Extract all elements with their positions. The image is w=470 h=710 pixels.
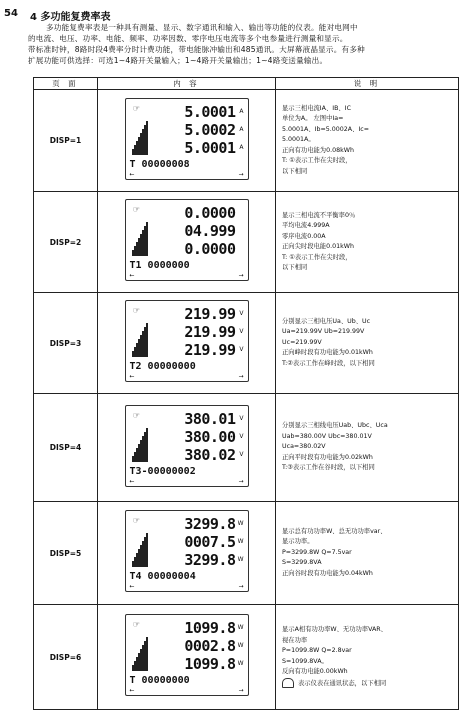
lcd-line-2: 219.99	[184, 323, 236, 341]
description-line: P=3299.8W Q=7.5var	[282, 548, 352, 556]
lcd-cell	[98, 502, 276, 605]
bargraph-icon	[132, 119, 146, 155]
arrow-right-icon: →	[238, 170, 244, 178]
description-line: 显示总有功功率W、总无功功率var、	[282, 527, 387, 535]
description-line: Uca=380.02V	[282, 443, 326, 451]
description-cell	[276, 394, 459, 502]
arrow-left-icon: ←	[129, 687, 135, 694]
description-line	[282, 678, 454, 690]
description-line: 正向有功电能为0.08kWh	[282, 146, 354, 154]
description-line: 正向尖时段电能0.01kWh	[282, 243, 354, 250]
flag-icon: ☞	[132, 620, 141, 629]
description-line: 显示三相电流IA、IB、IC	[282, 104, 351, 112]
lcd-display	[125, 405, 249, 487]
description-line: P=1099.8W Q=2.8var	[282, 647, 352, 654]
arrow-right-icon: →	[238, 687, 244, 694]
lcd-display	[125, 300, 249, 382]
lcd-line-2: 0007.5	[184, 533, 236, 551]
lcd-unit: W	[237, 538, 244, 545]
arrow-right-icon: →	[238, 477, 244, 485]
page-label: DISP=6	[34, 605, 98, 710]
arrow-left-icon: ←	[129, 477, 135, 485]
lcd-line-2: 5.0002	[184, 120, 236, 139]
description-line: 显示功率。	[282, 538, 314, 546]
bargraph-icon	[132, 635, 146, 671]
lcd-line-1: 3299.8	[184, 515, 236, 533]
description-line: Uab=380.00V Ubc=380.01V	[282, 432, 372, 440]
lcd-energy-line: T3-00000002	[129, 465, 196, 477]
lcd-unit: W	[237, 556, 244, 563]
lcd-unit: W	[237, 642, 244, 649]
lcd-display	[125, 199, 249, 281]
header-content: 内 容	[98, 78, 276, 90]
lcd-unit: V	[239, 414, 244, 422]
description-line: 零序电流0.00A	[282, 232, 326, 240]
phone-icon	[282, 678, 294, 688]
description-line: 5.0001A。	[282, 136, 315, 144]
table-row	[34, 394, 459, 502]
description-line: 反向有功电能0.00kWh	[282, 668, 348, 675]
lcd-line-3: 5.0001	[184, 138, 236, 157]
lcd-unit: V	[239, 432, 244, 440]
lcd-line-2: 380.00	[184, 427, 236, 446]
description-line: Ua=219.99V Ub=219.99V	[282, 328, 365, 336]
lcd-line-3: 219.99	[184, 341, 236, 359]
description-line: 显示三相电流不平衡率0％	[282, 211, 356, 219]
lcd-unit: V	[239, 450, 244, 458]
lcd-display	[125, 510, 249, 592]
lcd-line-1: 0.0000	[184, 204, 236, 222]
lcd-cell	[98, 192, 276, 293]
description-line: 正向谷时段有功电能为0.04kWh	[282, 569, 373, 577]
description-cell	[276, 502, 459, 605]
description-line: 显示A相有功功率W、无功功率VAR、	[282, 626, 387, 633]
bar-segment	[146, 637, 148, 671]
page-label: DISP=3	[34, 293, 98, 394]
page-label: DISP=5	[34, 502, 98, 605]
description-line: 分别显示三相线电压Uab、Ubc、Uca	[282, 422, 388, 430]
arrow-left-icon: ←	[129, 272, 135, 279]
arrow-left-icon: ←	[129, 170, 135, 178]
lcd-arrow-row	[130, 272, 244, 279]
lcd-line-3: 1099.8	[184, 655, 236, 673]
bargraph-icon	[132, 321, 146, 357]
bar-segment	[146, 533, 148, 567]
lcd-cell	[98, 293, 276, 394]
lcd-energy-line: T2 00000000	[129, 361, 196, 372]
intro-line: 带标准时钟，8路时段4费率分时计费功能，带电能脉冲输出和485通讯。大屏幕液晶显示。有多种	[28, 45, 365, 54]
description-cell	[276, 192, 459, 293]
description-cell	[276, 90, 459, 192]
arrow-right-icon: →	[238, 272, 244, 279]
lcd-arrow-row	[130, 478, 244, 485]
intro-line: 的电流、电压、功率、电能、频率、功率因数、零序电压电流等多个电参量进行测量和显示。	[28, 34, 348, 43]
table-row	[34, 605, 459, 710]
lcd-unit: A	[239, 125, 244, 133]
page-label: DISP=2	[34, 192, 98, 293]
intro-line: 扩展功能可供选择：可选1~4路开关量输入；1~4路开关量输出；1~4路变送量输出。	[28, 56, 328, 65]
description-line: T:②表示工作在峰时段，以下相同	[282, 359, 375, 367]
table-row	[34, 192, 459, 293]
description-line: T: ①表示工作在尖时段，	[282, 157, 352, 165]
flag-icon: ☞	[132, 516, 141, 525]
lcd-line-1: 1099.8	[184, 619, 236, 637]
lcd-line-2: 04.999	[184, 222, 236, 240]
description-line: T: ①表示工作在尖时段，	[282, 253, 352, 261]
bargraph-icon	[132, 220, 146, 256]
header-page: 页 面	[34, 78, 98, 90]
bar-segment	[146, 121, 148, 155]
lcd-cell	[98, 394, 276, 502]
description-line: 5.0001A、Ib=5.0002A、Ic=	[282, 125, 370, 133]
description-cell	[276, 293, 459, 394]
description-line: 视在功率	[282, 636, 308, 644]
lcd-unit: V	[239, 310, 244, 317]
arrow-right-icon: →	[238, 583, 244, 590]
description-line: Uc=219.99V	[282, 338, 322, 346]
flag-icon: ☞	[132, 205, 141, 214]
lcd-arrow-row	[130, 171, 244, 178]
intro-line: 多功能复费率表是一种具有测量、显示、数字通讯和输入、输出等功能的仪表。能对电网中	[46, 23, 358, 32]
page-label: DISP=4	[34, 394, 98, 502]
description-line: 正向平时段有功电能为0.02kWh	[282, 453, 373, 461]
description-line: 平均电流4.999A	[282, 222, 330, 229]
lcd-unit: V	[239, 346, 244, 353]
bar-segment	[146, 323, 148, 357]
table-row	[34, 293, 459, 394]
lcd-arrow-row	[130, 583, 244, 590]
lcd-energy-line: T 00000008	[129, 158, 190, 170]
flag-icon: ☞	[132, 103, 141, 113]
lcd-display	[125, 614, 249, 696]
description-line: T:③表示工作在谷时段，以下相同	[282, 464, 375, 472]
table-header-row	[34, 78, 459, 90]
page-label: DISP=1	[34, 90, 98, 192]
bar-segment	[146, 428, 148, 462]
lcd-unit: W	[237, 520, 244, 527]
description-line: 正向峰时段有功电能为0.01kWh	[282, 349, 373, 357]
description-line: 分别显示三相电压Ua、Ub、Uc	[282, 317, 371, 325]
bargraph-icon	[132, 426, 146, 462]
description-cell	[276, 605, 459, 710]
table-row	[34, 90, 459, 192]
display-table	[33, 77, 459, 710]
lcd-energy-line: T1 0000000	[129, 260, 190, 271]
lcd-line-1: 380.01	[184, 409, 236, 428]
arrow-right-icon: →	[238, 373, 244, 380]
intro-paragraph	[28, 22, 460, 66]
table-row	[34, 502, 459, 605]
lcd-line-1: 219.99	[184, 305, 236, 323]
lcd-line-3: 0.0000	[184, 240, 236, 258]
flag-icon: ☞	[132, 306, 141, 315]
description-line: 以下相同	[282, 264, 308, 271]
lcd-line-1: 5.0001	[184, 102, 236, 121]
lcd-unit: V	[239, 328, 244, 335]
description-line: 以下相同	[282, 167, 308, 175]
lcd-arrow-row	[130, 687, 244, 694]
bar-segment	[146, 222, 148, 256]
section-title: 4 多功能复费率表	[30, 12, 111, 23]
description-line: 单位为A。 左图中Ia=	[282, 115, 344, 123]
header-description: 说 明	[276, 78, 459, 90]
lcd-unit: A	[239, 107, 244, 115]
lcd-line-3: 3299.8	[184, 551, 236, 569]
description-text: 表示仪表在通讯状态，以下相同	[298, 679, 387, 687]
lcd-line-2: 0002.8	[184, 637, 236, 655]
lcd-energy-line: T4 00000004	[129, 571, 196, 582]
page-number: 54	[4, 8, 18, 19]
lcd-cell	[98, 605, 276, 710]
lcd-display	[125, 98, 249, 180]
lcd-unit: W	[237, 624, 244, 631]
lcd-line-3: 380.02	[184, 445, 236, 464]
arrow-left-icon: ←	[129, 373, 135, 380]
arrow-left-icon: ←	[129, 583, 135, 590]
lcd-energy-line: T 00000000	[129, 675, 190, 686]
lcd-unit: W	[237, 660, 244, 667]
lcd-arrow-row	[130, 373, 244, 380]
description-line: S=3299.8VA	[282, 559, 322, 567]
lcd-cell	[98, 90, 276, 192]
description-line: S=1099.8VA。	[282, 657, 328, 665]
flag-icon: ☞	[132, 410, 141, 420]
lcd-unit: A	[239, 143, 244, 151]
bargraph-icon	[132, 531, 146, 567]
